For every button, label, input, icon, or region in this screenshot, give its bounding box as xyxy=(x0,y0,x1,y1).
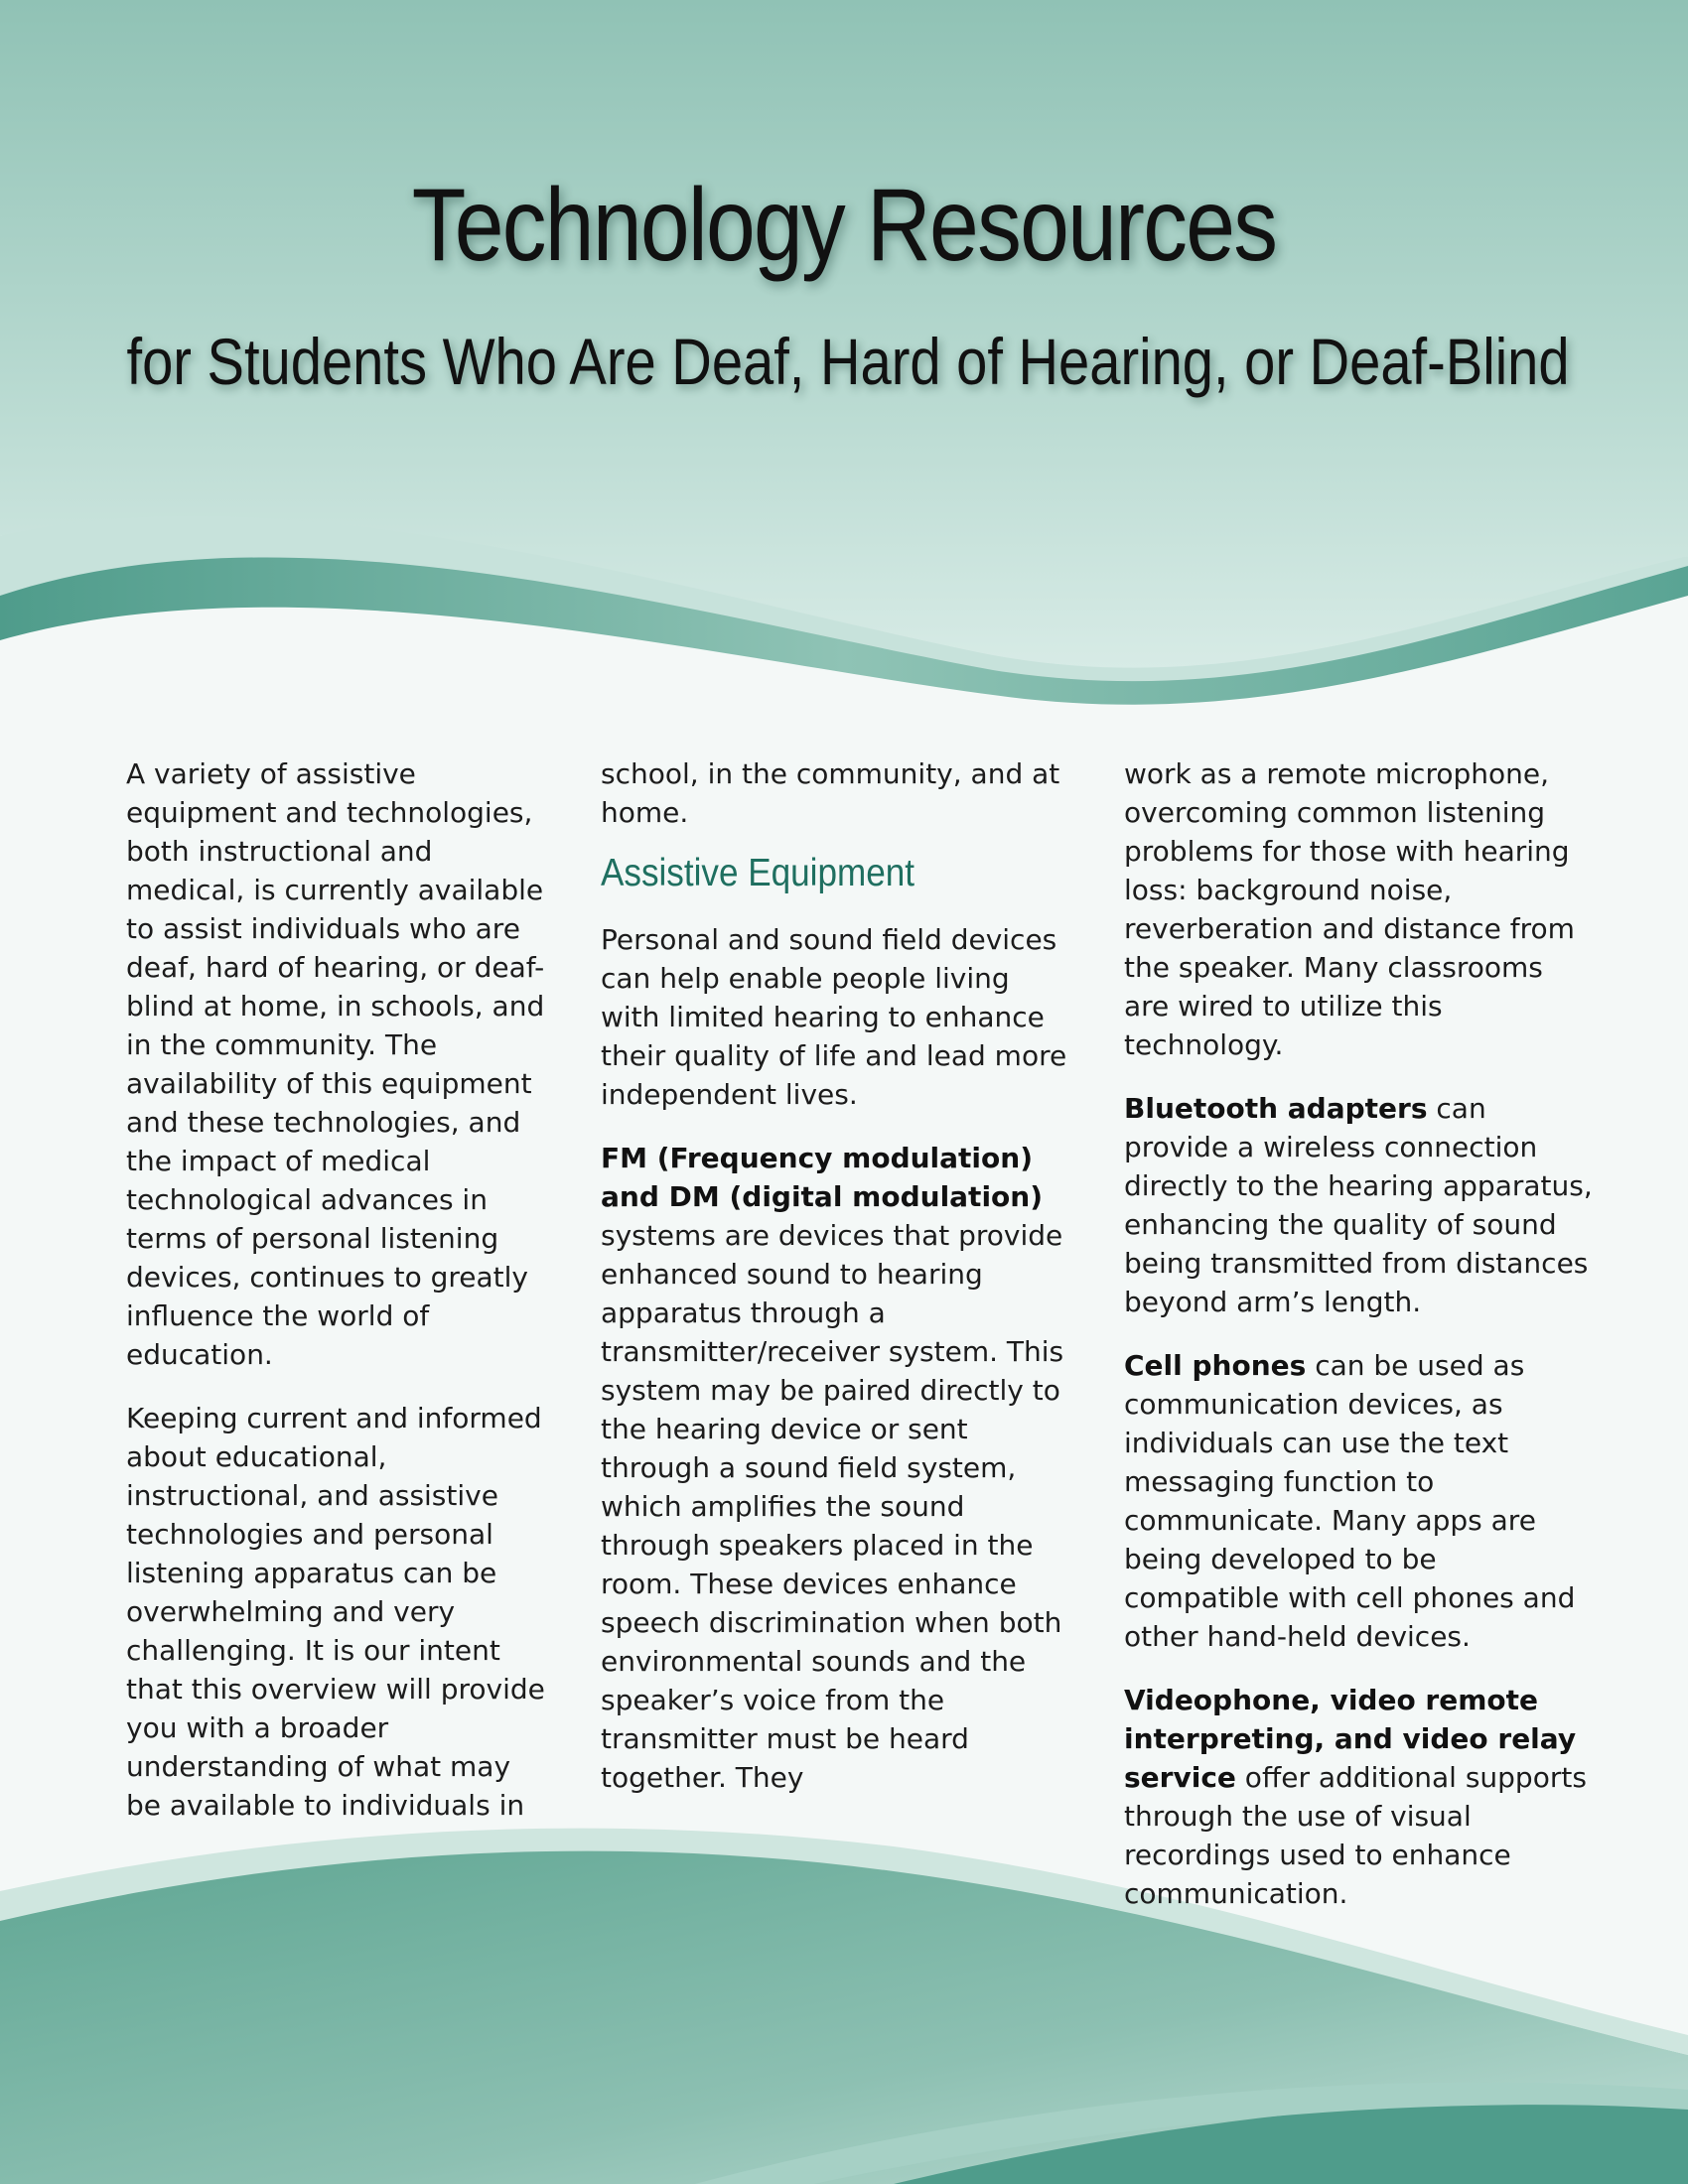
fm-dm-term: FM (Frequency modulation) and DM (digital modulation) xyxy=(601,1142,1044,1213)
cell-phones-paragraph xyxy=(1124,1346,1596,1656)
video-paragraph xyxy=(1124,1681,1596,1913)
page-subtitle: for Students Who Are Deaf, Hard of Hearing, or Deaf-Blind xyxy=(126,325,1570,398)
bluetooth-term: Bluetooth adapters xyxy=(1124,1092,1428,1125)
fm-continued-paragraph: work as a remote microphone, overcoming common listening problems for those with hearing loss: background noise, reverberation and distance from the speaker. Many classrooms are wired to utilize this technology. xyxy=(1124,757,1575,1061)
video-term: Videophone, video remote interpreting, and video relay service xyxy=(1124,1684,1577,1794)
cell-phones-text: can be used as communication devices, as individuals can use the text messaging function to communicate. Many apps are being developed to be compatible with cell phones and other hand-held devices. xyxy=(1124,1349,1576,1653)
page-title: Technology Resources xyxy=(411,168,1277,283)
cell-phones-term: Cell phones xyxy=(1124,1349,1307,1382)
bluetooth-paragraph xyxy=(1124,1089,1596,1321)
overview-paragraph: Keeping current and informed about educational, instructional, and assistive technologies and personal listening apparatus can be overwhelming and very challenging. It is our intent that this overview will provide you with a broader understanding of what may be available to individuals in xyxy=(126,1402,545,1822)
column-3 xyxy=(1124,754,1596,1938)
video-text: offer additional supports through the use of visual recordings used to enhance communication. xyxy=(1124,1761,1587,1910)
section-heading-assistive-equipment: Assistive Equipment xyxy=(601,852,915,894)
intro-paragraph: A variety of assistive equipment and technologies, both instructional and medical, is currently available to assist individuals who are deaf, hard of hearing, or deaf-blind at home, in schools, and in the community. The availability of this equipment and these technologies, and the impact of medical technological advances in terms of personal listening devices, continues to greatly influence the world of education. xyxy=(126,757,545,1371)
column-1 xyxy=(126,754,553,1849)
column-2 xyxy=(601,754,1072,1822)
fm-dm-text: systems are devices that provide enhanced sound to hearing apparatus through a transmitter/receiver system. This system may be paired directly to the hearing device or sent through a sound field system, which amplifies the sound through speakers placed in the room. These devices enhance speech discrimination when both environmental sounds and the speaker’s voice from the transmitter must be heard together. They xyxy=(601,1219,1064,1794)
fm-dm-paragraph xyxy=(601,1139,1072,1797)
devices-paragraph: Personal and sound field devices can help enable people living with limited hearing to enhance their quality of life and lead more independent lives. xyxy=(601,923,1067,1111)
continued-paragraph: school, in the community, and at home. xyxy=(601,757,1060,829)
bluetooth-text: can provide a wireless connection directly to the hearing apparatus, enhancing the quality of sound being transmitted from distances beyond arm’s length. xyxy=(1124,1092,1593,1318)
